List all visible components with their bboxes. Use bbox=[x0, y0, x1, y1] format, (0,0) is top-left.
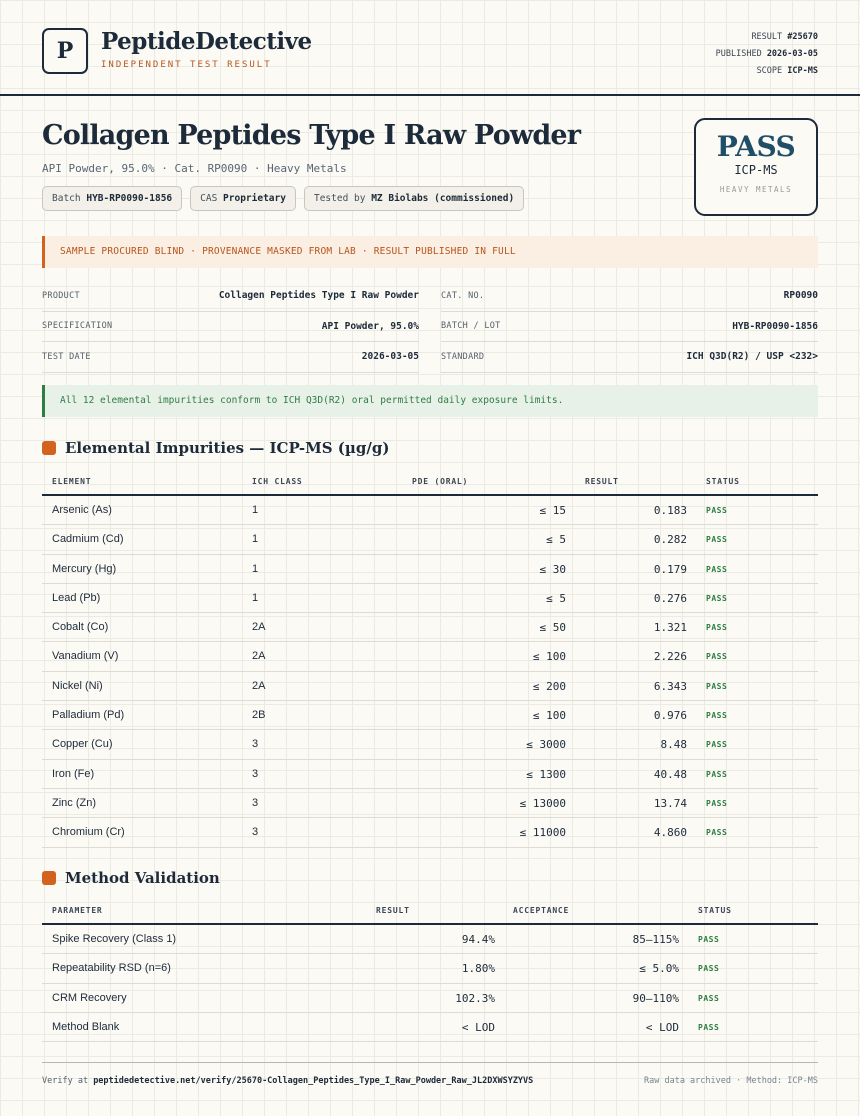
result-value: 0.282 bbox=[653, 533, 687, 547]
status-badge: PASS bbox=[706, 652, 728, 662]
status-badge: PASS bbox=[706, 535, 728, 545]
status-badge: PASS bbox=[706, 798, 728, 808]
cas-chip bbox=[190, 186, 296, 211]
ich-class: 3 bbox=[252, 826, 259, 839]
table-row bbox=[42, 642, 818, 671]
info-value: ICH Q3D(R2) / USP <232> bbox=[686, 351, 818, 363]
result-value: 4.860 bbox=[653, 826, 687, 840]
info-label: STANDARD bbox=[441, 351, 485, 362]
element-name: Mercury (Hg) bbox=[52, 562, 117, 575]
pde-limit: ≤ 3000 bbox=[526, 738, 566, 752]
column-header: PDE (ORAL) bbox=[412, 477, 469, 486]
pde-limit: ≤ 1300 bbox=[526, 767, 566, 781]
result-id: #25670 bbox=[787, 32, 818, 42]
info-value: RP0090 bbox=[783, 290, 818, 302]
pde-limit: ≤ 13000 bbox=[519, 796, 566, 810]
result-value: 6.343 bbox=[653, 679, 687, 693]
table-row bbox=[42, 984, 818, 1013]
info-grid-right bbox=[441, 281, 818, 373]
section-title: Method Validation bbox=[65, 869, 220, 887]
conformance-banner: All 12 elemental impurities conform to ICH Q3D(R2) oral permitted daily exposure limits. bbox=[42, 385, 818, 417]
table-row bbox=[42, 496, 818, 525]
column-header: ELEMENT bbox=[52, 477, 92, 486]
info-value: 2026-03-05 bbox=[361, 351, 419, 363]
element-name: Palladium (Pd) bbox=[52, 709, 125, 722]
pde-limit: ≤ 11000 bbox=[519, 826, 566, 840]
result-value: 0.183 bbox=[653, 504, 687, 517]
report-footer bbox=[42, 1062, 818, 1102]
element-name: Copper (Cu) bbox=[52, 738, 113, 751]
acceptance-range: 90–110% bbox=[632, 991, 679, 1005]
verify-prefix: Verify at bbox=[42, 1076, 89, 1086]
result-value: 1.80% bbox=[461, 962, 495, 976]
ich-class: 3 bbox=[252, 738, 259, 751]
ich-class: 3 bbox=[252, 796, 259, 809]
info-row bbox=[441, 312, 818, 343]
published-label: PUBLISHED bbox=[715, 49, 762, 59]
verify-link[interactable]: peptidedetective.net/verify/25670-Collagen_Peptides_Type_I_Raw_Powder_Raw_JL2DXWSYZYVS bbox=[93, 1076, 534, 1086]
info-row bbox=[42, 312, 419, 343]
column-header: RESULT bbox=[376, 906, 410, 915]
element-name: Arsenic (As) bbox=[52, 504, 112, 516]
ich-class: 2A bbox=[252, 650, 266, 663]
badge-scope: HEAVY METALS bbox=[719, 185, 793, 194]
pde-limit: ≤ 100 bbox=[532, 650, 566, 664]
status-badge: PASS bbox=[706, 711, 728, 721]
result-value: 94.4% bbox=[461, 933, 495, 946]
section-marker-icon bbox=[42, 441, 56, 455]
chip-value: Proprietary bbox=[223, 193, 286, 204]
status-badge: PASS bbox=[706, 564, 728, 574]
result-value: < LOD bbox=[461, 1020, 495, 1034]
column-header: RESULT bbox=[585, 477, 619, 486]
chip-row bbox=[42, 186, 524, 211]
result-value: 40.48 bbox=[653, 767, 687, 781]
validation-section-header bbox=[42, 869, 220, 887]
element-name: Nickel (Ni) bbox=[52, 679, 103, 692]
info-row bbox=[441, 342, 818, 373]
scope-label: SCOPE bbox=[756, 66, 783, 76]
table-row bbox=[42, 525, 818, 554]
status-badge: PASS bbox=[706, 828, 728, 838]
column-header: STATUS bbox=[706, 477, 740, 486]
ich-class: 1 bbox=[252, 504, 259, 516]
ich-class: 3 bbox=[252, 767, 259, 780]
element-name: Iron (Fe) bbox=[52, 767, 95, 780]
element-name: Cobalt (Co) bbox=[52, 621, 109, 634]
info-row bbox=[42, 342, 419, 373]
table-row bbox=[42, 925, 818, 954]
tested-by-chip bbox=[304, 186, 524, 211]
badge-method: ICP-MS bbox=[734, 163, 778, 177]
table-row bbox=[42, 584, 818, 613]
info-label: BATCH / LOT bbox=[441, 321, 501, 332]
column-header: ACCEPTANCE bbox=[513, 906, 570, 915]
status-badge: PASS bbox=[706, 681, 728, 691]
column-header: STATUS bbox=[698, 906, 732, 915]
result-value: 2.226 bbox=[653, 650, 687, 664]
table-row bbox=[42, 760, 818, 789]
scope-value: ICP-MS bbox=[787, 66, 818, 76]
ich-class: 2A bbox=[252, 621, 266, 634]
pde-limit: ≤ 5 bbox=[546, 591, 566, 605]
acceptance-range: < LOD bbox=[645, 1020, 679, 1034]
chip-value: MZ Biolabs (commissioned) bbox=[371, 193, 515, 204]
verify-line bbox=[42, 1076, 533, 1086]
brand-name: PeptideDetective bbox=[101, 28, 312, 55]
ich-class: 1 bbox=[252, 562, 259, 575]
brand-tagline: INDEPENDENT TEST RESULT bbox=[101, 60, 272, 70]
status-badge: PASS bbox=[706, 769, 728, 779]
badge-verdict: PASS bbox=[716, 130, 796, 163]
parameter-name: Method Blank bbox=[52, 1020, 120, 1033]
status-badge: PASS bbox=[706, 623, 728, 633]
table-row bbox=[42, 818, 818, 847]
procurement-notice: SAMPLE PROCURED BLIND · PROVENANCE MASKED FROM LAB · RESULT PUBLISHED IN FULL bbox=[42, 236, 818, 268]
pde-limit: ≤ 100 bbox=[532, 709, 566, 723]
element-name: Chromium (Cr) bbox=[52, 826, 125, 839]
result-value: 1.321 bbox=[653, 621, 687, 635]
section-title: Elemental Impurities — ICP-MS (µg/g) bbox=[65, 439, 390, 457]
chip-value: HYB-RP0090-1856 bbox=[86, 193, 173, 204]
table-body bbox=[42, 496, 818, 848]
column-header: ICH CLASS bbox=[252, 477, 303, 486]
pass-badge bbox=[694, 118, 818, 216]
status-badge: PASS bbox=[698, 935, 720, 944]
pde-limit: ≤ 50 bbox=[539, 621, 566, 635]
table-row bbox=[42, 789, 818, 818]
info-value: HYB-RP0090-1856 bbox=[732, 320, 818, 332]
section-marker-icon bbox=[42, 871, 56, 885]
status-badge: PASS bbox=[706, 506, 728, 515]
result-value: 0.179 bbox=[653, 562, 687, 576]
table-row bbox=[42, 672, 818, 701]
table-header bbox=[42, 895, 818, 925]
table-header bbox=[42, 466, 818, 496]
result-value: 0.276 bbox=[653, 591, 687, 605]
info-grid-left bbox=[42, 281, 419, 373]
parameter-name: Spike Recovery (Class 1) bbox=[52, 933, 177, 945]
table-row bbox=[42, 613, 818, 642]
element-name: Lead (Pb) bbox=[52, 591, 101, 604]
table-row bbox=[42, 730, 818, 759]
page-title: Collagen Peptides Type I Raw Powder bbox=[42, 120, 581, 151]
impurities-section-header bbox=[42, 439, 389, 457]
info-label: CAT. NO. bbox=[441, 290, 485, 301]
status-badge: PASS bbox=[698, 964, 720, 974]
acceptance-range: ≤ 5.0% bbox=[639, 962, 679, 976]
pde-limit: ≤ 5 bbox=[546, 533, 566, 547]
impurities-table bbox=[42, 466, 818, 848]
archive-note: Raw data archived · Method: ICP-MS bbox=[644, 1076, 818, 1086]
ich-class: 1 bbox=[252, 591, 259, 604]
result-value: 102.3% bbox=[455, 991, 495, 1005]
ich-class: 2B bbox=[252, 709, 266, 722]
table-row bbox=[42, 954, 818, 983]
chip-label: Tested by bbox=[313, 193, 366, 204]
published-date: 2026-03-05 bbox=[766, 49, 818, 59]
element-name: Zinc (Zn) bbox=[52, 796, 96, 809]
batch-chip bbox=[42, 186, 182, 211]
info-label: PRODUCT bbox=[42, 290, 80, 301]
ich-class: 2A bbox=[252, 679, 266, 692]
element-name: Cadmium (Cd) bbox=[52, 533, 124, 546]
page-subtitle: API Powder, 95.0% · Cat. RP0090 · Heavy Metals bbox=[42, 162, 347, 175]
pde-limit: ≤ 15 bbox=[539, 504, 566, 517]
parameter-name: Repeatability RSD (n=6) bbox=[52, 962, 171, 975]
column-header: PARAMETER bbox=[52, 906, 103, 915]
result-value: 13.74 bbox=[653, 796, 687, 810]
status-badge: PASS bbox=[698, 1022, 720, 1032]
info-value: Collagen Peptides Type I Raw Powder bbox=[218, 290, 419, 302]
result-value: 0.976 bbox=[653, 709, 687, 723]
info-row bbox=[42, 281, 419, 312]
status-badge: PASS bbox=[706, 740, 728, 750]
element-name: Vanadium (V) bbox=[52, 650, 119, 663]
pde-limit: ≤ 30 bbox=[539, 562, 566, 576]
table-body bbox=[42, 925, 818, 1042]
ich-class: 1 bbox=[252, 533, 259, 546]
report-header bbox=[0, 0, 860, 96]
table-row bbox=[42, 701, 818, 730]
info-label: SPECIFICATION bbox=[42, 321, 113, 332]
validation-table bbox=[42, 895, 818, 1042]
status-badge: PASS bbox=[698, 993, 720, 1003]
pde-limit: ≤ 200 bbox=[532, 679, 566, 693]
info-row bbox=[441, 281, 818, 312]
logo-letter: P bbox=[56, 38, 74, 64]
acceptance-range: 85–115% bbox=[632, 933, 679, 946]
logo-mark bbox=[42, 28, 88, 74]
chip-label: Batch bbox=[52, 193, 81, 204]
info-label: TEST DATE bbox=[42, 351, 91, 362]
result-meta bbox=[716, 29, 818, 80]
result-label: RESULT bbox=[751, 32, 783, 42]
status-badge: PASS bbox=[706, 593, 728, 603]
result-value: 8.48 bbox=[660, 738, 687, 752]
chip-label: CAS bbox=[200, 193, 218, 204]
table-row bbox=[42, 555, 818, 584]
parameter-name: CRM Recovery bbox=[52, 991, 127, 1004]
info-value: API Powder, 95.0% bbox=[321, 320, 419, 332]
table-row bbox=[42, 1013, 818, 1042]
